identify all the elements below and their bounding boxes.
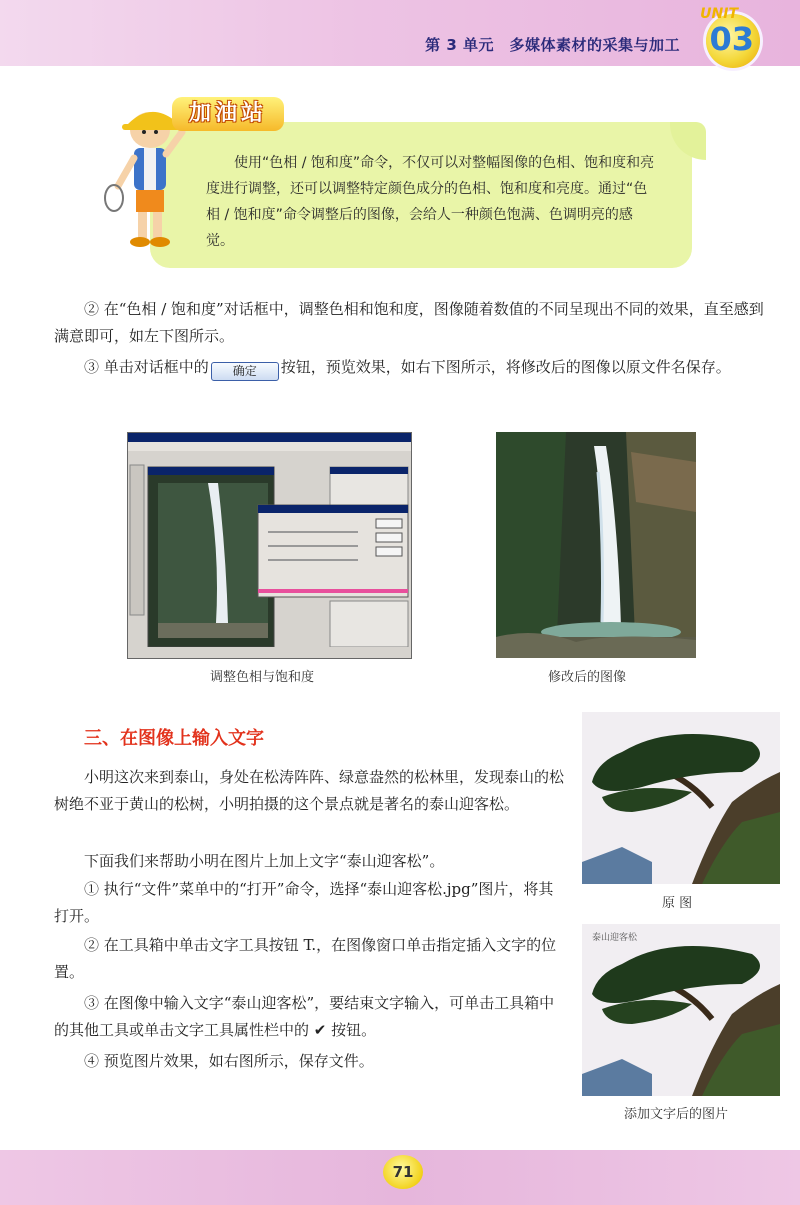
unit-label: UNIT bbox=[700, 6, 738, 22]
section-lead: 下面我们来帮助小明在图片上加上文字“泰山迎客松”。 bbox=[84, 852, 445, 870]
page-header bbox=[0, 0, 800, 66]
step2-text: ② 在“色相 / 饱和度”对话框中，调整色相和饱和度，图像随着数值的不同呈现出不同的效果，直至感到满意即可，如左下图所示。 bbox=[54, 300, 764, 345]
section-step1: ① 执行“文件”菜单中的“打开”命令，选择“泰山迎客松.jpg”图片，将其打开。 bbox=[54, 880, 554, 925]
section-step3: ③ 在图像中输入文字“泰山迎客松”，要结束文字输入，可单击工具箱中的其他工具或单击文字工具属性栏中的 ✔ 按钮。 bbox=[54, 994, 555, 1039]
section-intro: 小明这次来到泰山，身处在松涛阵阵、绿意盎然的松林里，发现泰山的松树绝不亚于黄山的松树，小明拍摄的这个景点就是著名的泰山迎客松。 bbox=[54, 768, 565, 813]
unit-number: 03 bbox=[709, 20, 754, 58]
step3-after: 按钮，预览效果，如右下图所示，将修改后的图像以原文件名保存。 bbox=[280, 358, 731, 376]
section-step4: ④ 预览图片效果，如右图所示，保存文件。 bbox=[84, 1052, 374, 1070]
pine-original-image bbox=[582, 712, 780, 884]
ok-button-image: 确定 bbox=[211, 362, 279, 381]
pine-caption-text-added: 添加文字后的图片 bbox=[624, 1107, 729, 1122]
right-figure-caption: 修改后的图像 bbox=[548, 670, 627, 685]
pine-overlay-text: 泰山迎客松 bbox=[592, 933, 638, 943]
section-step2: ② 在工具箱中单击文字工具按钮 T.，在图像窗口单击指定插入文字的位置。 bbox=[54, 936, 557, 981]
header-title: 第 3 单元 多媒体素材的采集与加工 bbox=[425, 36, 680, 54]
page-number: 71 bbox=[383, 1155, 423, 1189]
tip-text: 使用“色相 / 饱和度”命令，不仅可以对整幅图像的色相、饱和度和亮度进行调整，还可以调整特定颜色成分的色相、饱和度和亮度。通过“色相 / 饱和度”命令调整后的图像，会给人一种颜色饱满、色调明亮的感觉。 bbox=[206, 155, 655, 249]
section-title: 三、在图像上输入文字 bbox=[84, 728, 264, 749]
pine-caption-original: 原 图 bbox=[662, 896, 693, 911]
step3-before: ③ 单击对话框中的 bbox=[84, 358, 209, 376]
step3-text bbox=[54, 354, 774, 381]
left-figure-caption: 调整色相与饱和度 bbox=[210, 670, 315, 685]
pine-with-text-image bbox=[582, 924, 780, 1096]
photoshop-window-icon bbox=[128, 433, 411, 658]
tip-title: 加油站 bbox=[172, 97, 284, 131]
photoshop-screenshot bbox=[127, 432, 412, 659]
waterfall-image bbox=[496, 432, 696, 658]
